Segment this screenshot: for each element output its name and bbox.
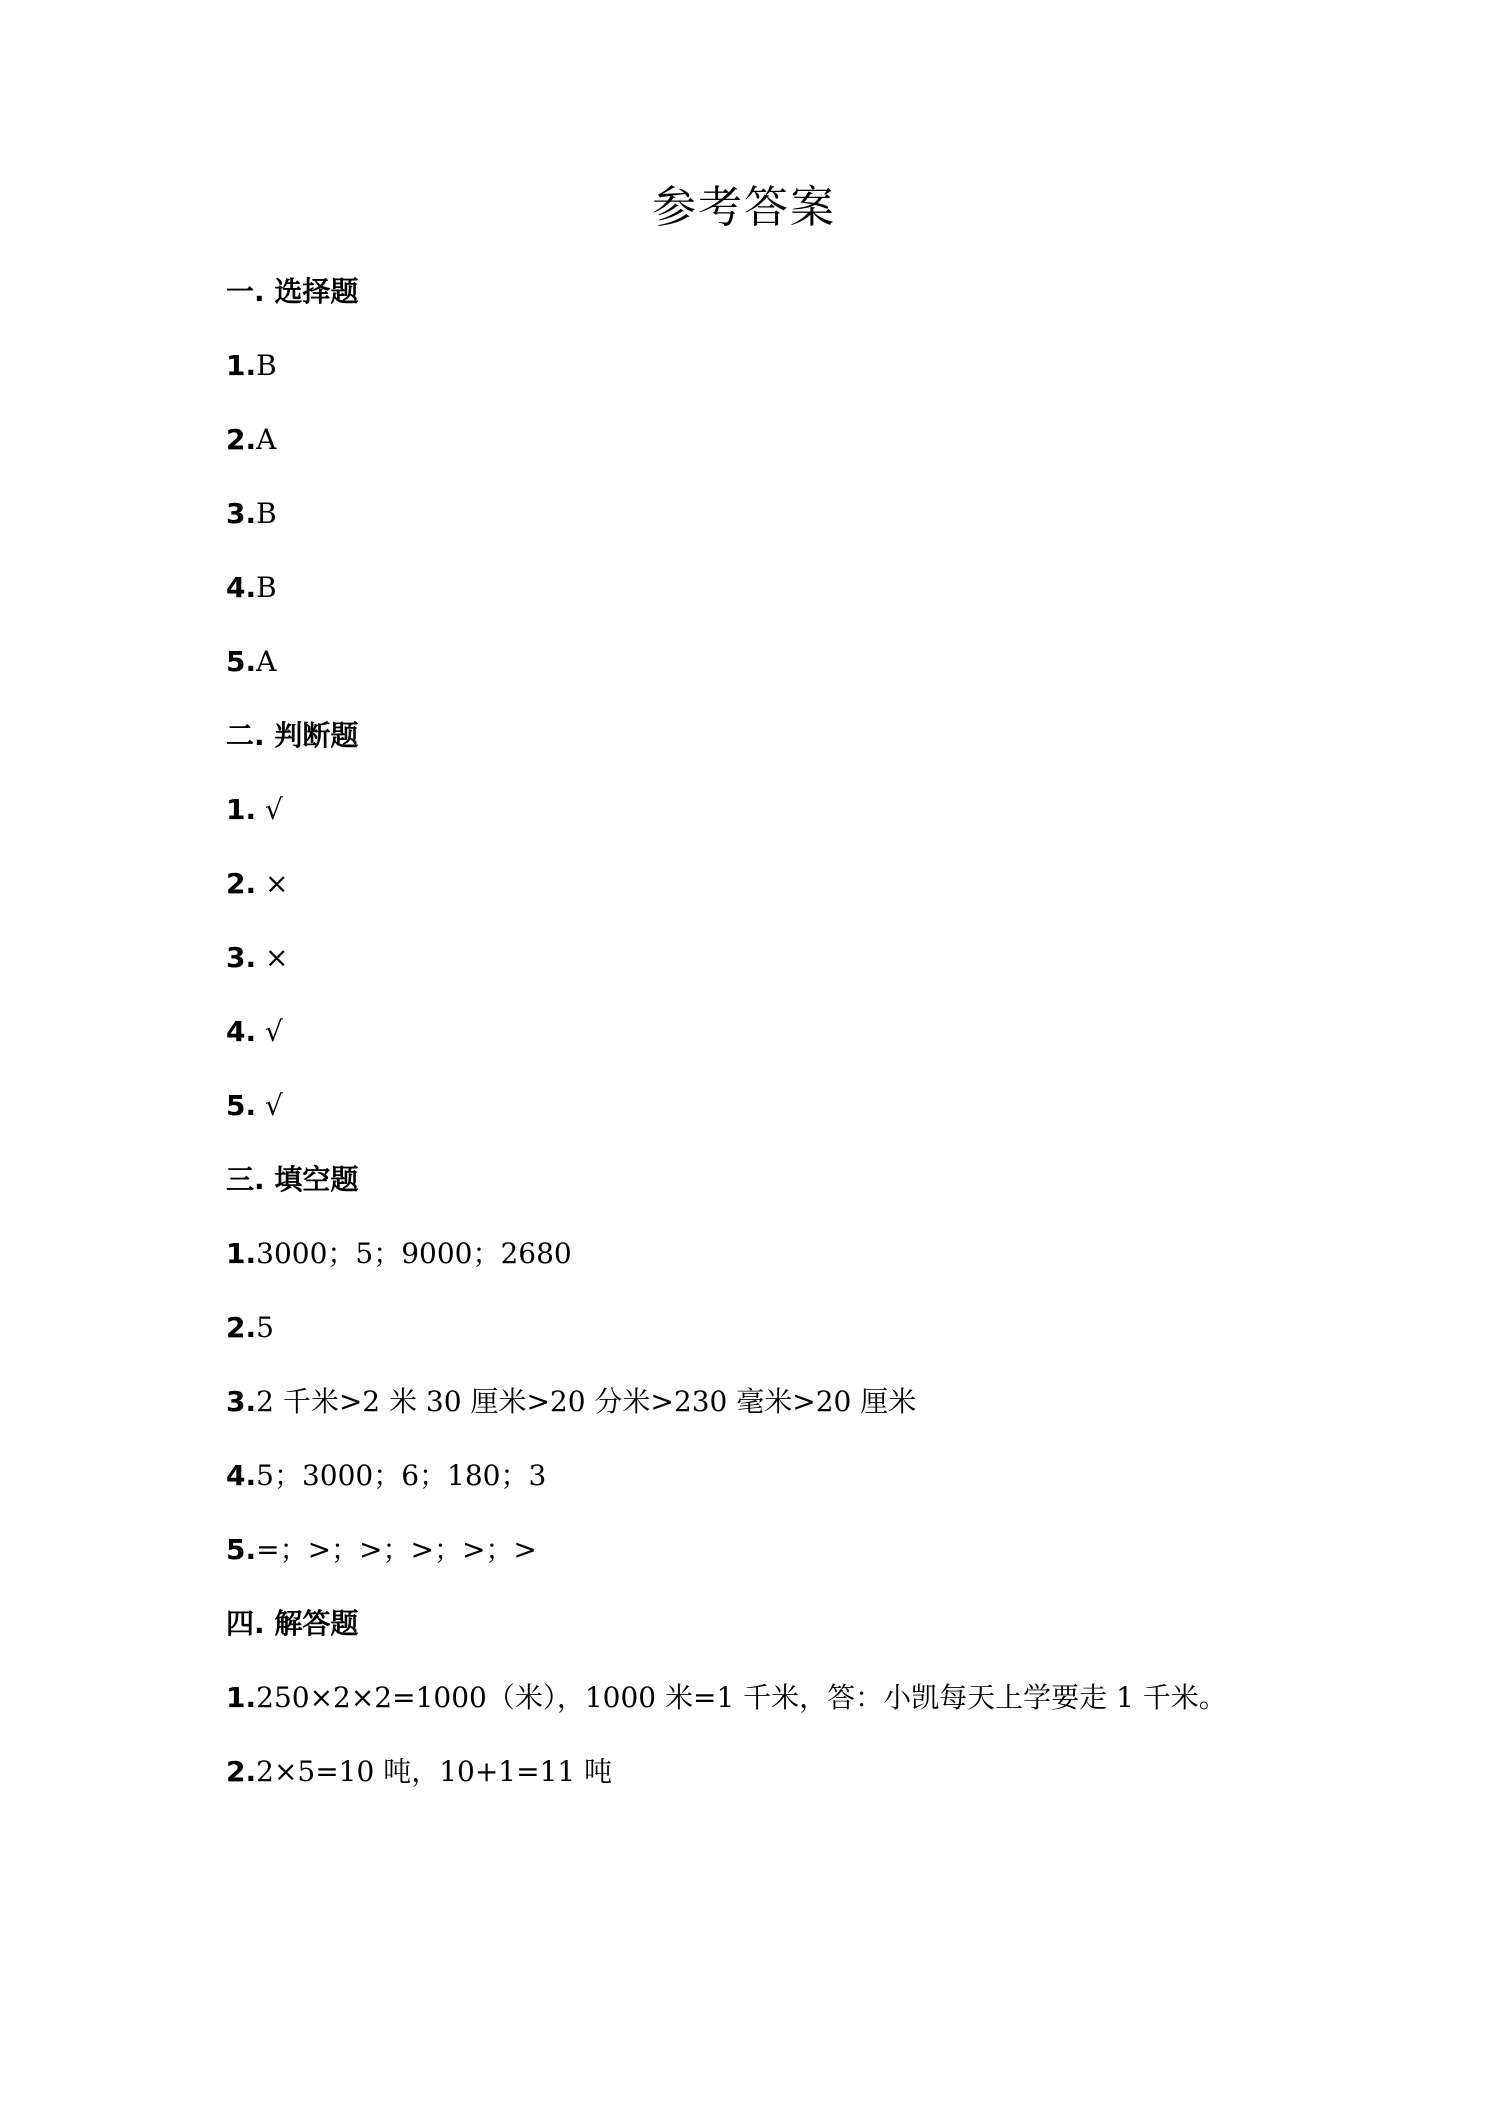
answer-number: 1. [226,1237,257,1270]
answer-item [226,938,289,978]
answer-number: 4. [226,571,257,604]
answer-text: √ [256,1015,283,1048]
answer-text: A [256,645,277,678]
answer-text: √ [256,1089,283,1122]
answer-text: B [256,349,277,382]
answer-text: A [256,423,277,456]
answer-number: 2. [226,1755,257,1788]
section-heading-choice: 一. 选择题 [226,275,359,308]
answer-item [226,1086,283,1126]
answer-item [226,1456,546,1496]
answer-number: 4. [226,1015,257,1048]
answer-text: 3000；5；9000；2680 [256,1237,572,1270]
answer-item [226,1012,283,1052]
answer-item [226,568,277,608]
answer-text: B [256,571,277,604]
answer-number: 1. [226,793,257,826]
answer-item [226,1530,537,1570]
answer-item [226,1382,916,1422]
section-heading-judgment: 二. 判断题 [226,719,359,752]
answer-number: 1. [226,1681,257,1714]
answer-number: 4. [226,1459,257,1492]
answer-item [226,1678,1227,1718]
answer-number: 2. [226,867,257,900]
answer-text: B [256,497,277,530]
answer-text: × [256,941,289,974]
answer-item [226,346,277,386]
answer-text: 2×5=10 吨，10+1=11 吨 [256,1755,613,1788]
page-title: 参考答案 [652,182,836,233]
answer-text: × [256,867,289,900]
answer-item [226,1308,274,1348]
answer-text: 250×2×2=1000（米），1000 米=1 千米，答：小凯每天上学要走 1 千米。 [256,1681,1227,1714]
answer-text: =；>；>；>；>；> [256,1533,537,1566]
section-heading-fill-blank: 三. 填空题 [226,1163,359,1196]
answer-number: 2. [226,1311,257,1344]
answer-item [226,1752,612,1792]
answer-text: √ [256,793,283,826]
answer-item [226,864,289,904]
answer-number: 3. [226,941,257,974]
answer-item [226,420,276,460]
answer-text: 5 [256,1311,274,1344]
answer-number: 2. [226,423,257,456]
answer-number: 5. [226,1089,257,1122]
answer-text: 2 千米>2 米 30 厘米>20 分米>230 毫米>20 厘米 [256,1385,917,1418]
answer-item [226,494,277,534]
answer-number: 5. [226,1533,257,1566]
answer-item [226,642,276,682]
answer-number: 3. [226,1385,257,1418]
answer-number: 1. [226,349,257,382]
answer-text: 5；3000；6；180；3 [256,1459,547,1492]
answer-number: 5. [226,645,257,678]
answer-number: 3. [226,497,257,530]
section-heading-solution: 四. 解答题 [226,1607,359,1640]
answer-item [226,1234,572,1274]
answer-item [226,790,283,830]
